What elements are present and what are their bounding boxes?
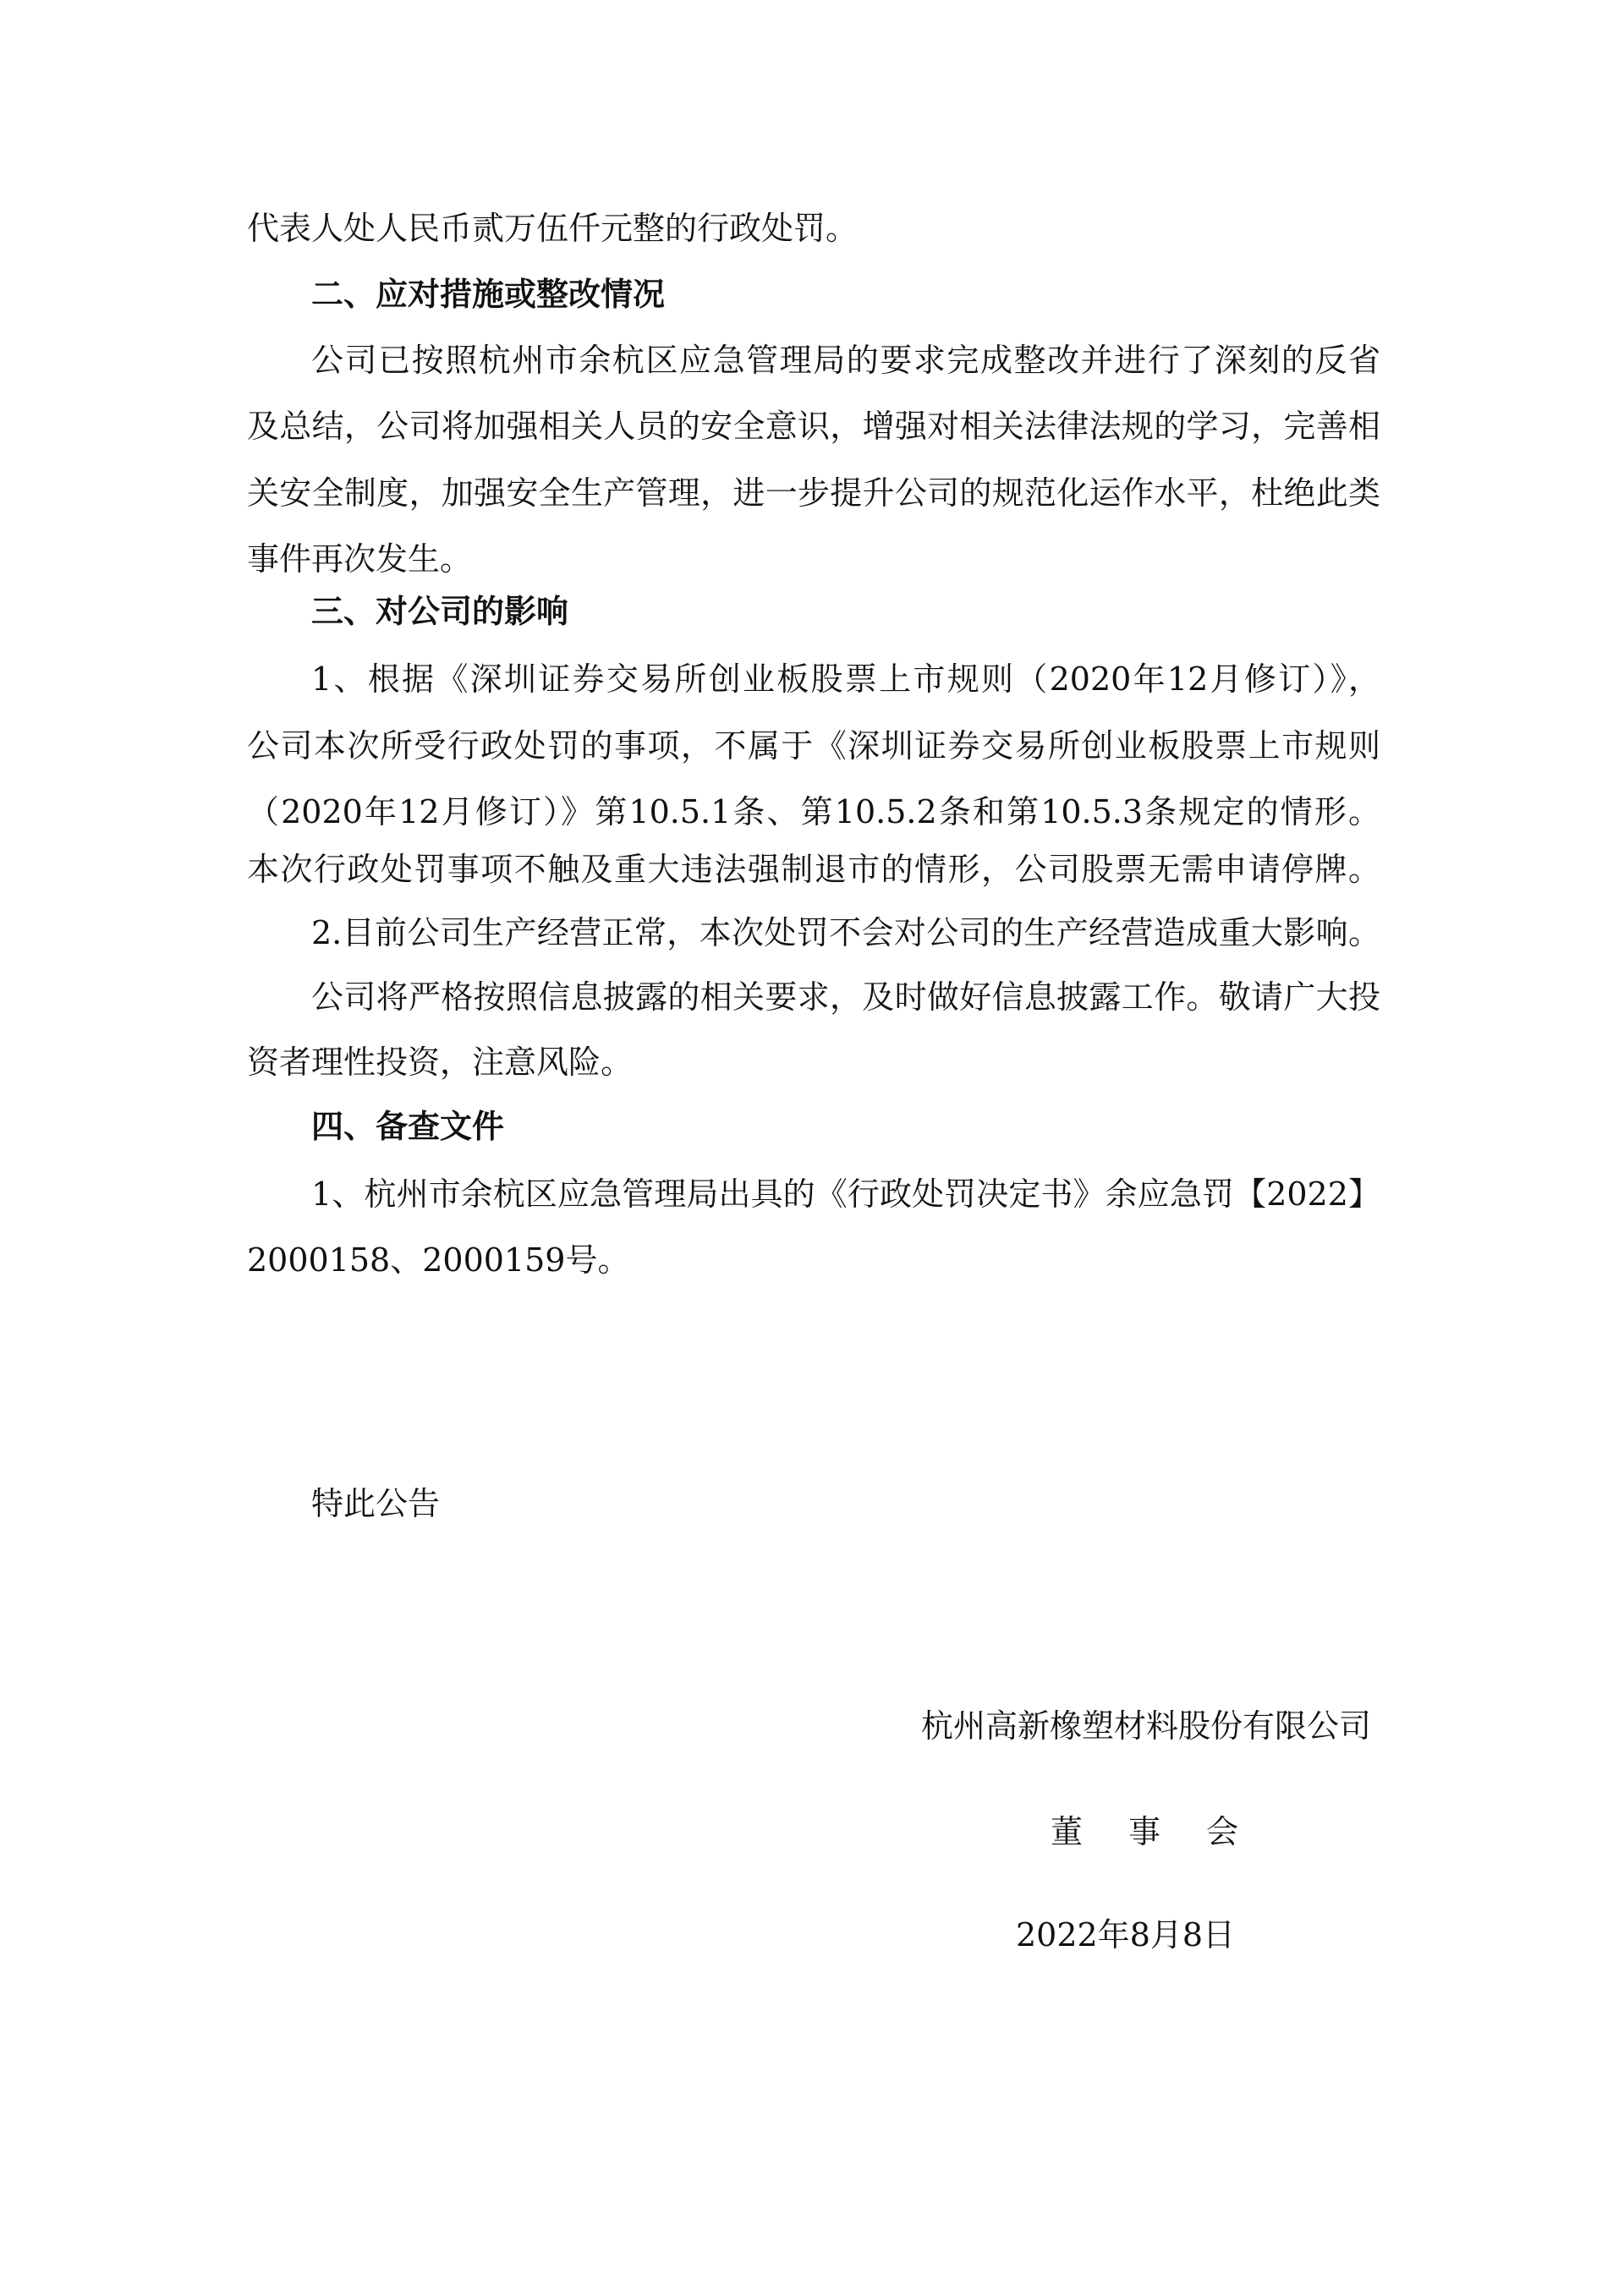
text-line: 1、根据《深圳证券交易所创业板股票上市规则（2020年12月修订）》， [311, 660, 1380, 698]
text-line: 公司已按照杭州市余杭区应急管理局的要求完成整改并进行了深刻的反省 [311, 342, 1380, 379]
section-heading-documents: 四、备查文件 [311, 1108, 505, 1145]
text-line: 2.目前公司生产经营正常，本次处罚不会对公司的生产经营造成重大影响。 [311, 914, 1380, 951]
text-line: 1、杭州市余杭区应急管理局出具的《行政处罚决定书》余应急罚【2022】 [311, 1175, 1380, 1213]
text-line: 2000158、2000159号。 [247, 1241, 630, 1279]
text-line: 代表人处人民币贰万伍仟元整的行政处罚。 [247, 210, 859, 247]
text-line: 事件再次发生。 [247, 540, 473, 578]
text-line: 关安全制度，加强安全生产管理，进一步提升公司的规范化运作水平，杜绝此类 [247, 474, 1380, 512]
closing-statement: 特此公告 [311, 1485, 441, 1522]
section-heading-impact: 三、对公司的影响 [311, 593, 569, 630]
signature-board: 董 事 会 [1051, 1813, 1246, 1850]
signature-company: 杭州高新橡塑材料股份有限公司 [921, 1707, 1372, 1745]
text-line: 及总结，公司将加强相关人员的安全意识，增强对相关法律法规的学习，完善相 [247, 408, 1380, 445]
text-line: 公司将严格按照信息披露的相关要求，及时做好信息披露工作。敬请广大投 [311, 978, 1380, 1016]
text-line: 公司本次所受行政处罚的事项，不属于《深圳证券交易所创业板股票上市规则 [247, 727, 1380, 764]
text-line: 资者理性投资，注意风险。 [247, 1044, 634, 1081]
section-heading-measures: 二、应对措施或整改情况 [311, 276, 666, 313]
signature-date: 2022年8月8日 [1016, 1916, 1236, 1954]
text-line: 本次行政处罚事项不触及重大违法强制退市的情形，公司股票无需申请停牌。 [247, 851, 1380, 888]
text-line: （2020年12月修订）》第10.5.1条、第10.5.2条和第10.5.3条规定的情形。 [247, 793, 1380, 830]
